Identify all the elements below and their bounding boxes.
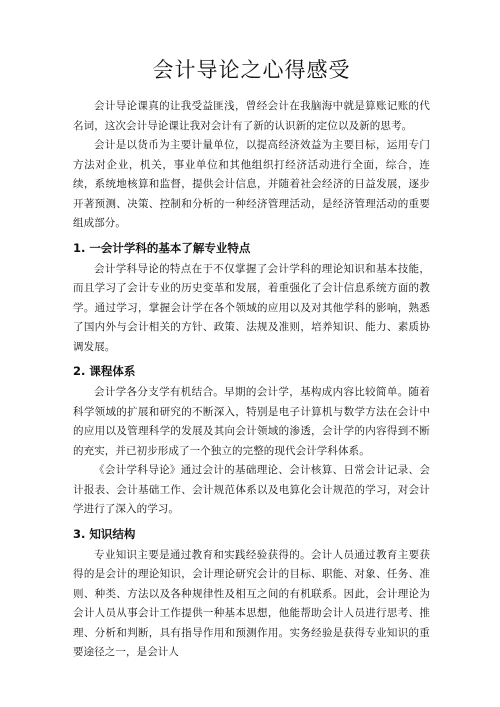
section-paragraph: 会计学各分支学有机结合。早期的会计学，基构成内容比较简单。随着科学领域的扩展和研究的不断深入，特别是电子计算机与数学方法在会计中的应用以及管理科学的发展及其向会计领域的渗透，会计学的内容得到不断的充实，并已初步形成了一个独立的完整的现代会计学科体系。 (73, 386, 430, 457)
page-title: 会计导论之心得感受 (152, 58, 351, 82)
intro-paragraph: 会计是以货币为主要计量单位，以提高经济效益为主要目标，运用专门方法对企业，机关，事业单位和其他组织打经济活动进行全面，综合，连续，系统地核算和监督，提供会计信息，并随着社会经济的日益发展，逐步开著预测、决策、控制和分析的一种经济管理活动，是经济管理活动的重要组成部分。 (73, 139, 430, 229)
intro-paragraph: 会计导论课真的让我受益匪浅，曾经会计在我脑海中就是算账记账的代名词，这次会计导论课让我对会计有了新的认识新的定位以及新的思考。 (73, 100, 430, 132)
section-heading: 1. 一会计学科的基本了解专业特点 (73, 240, 251, 255)
section-paragraph: 《会计学科导论》通过会计的基础理论、会计核算、日常会计记录、会计报表、会计基础工作、会计规范体系以及电算化会计规范的学习，对会计学进行了深入的学习。 (73, 464, 430, 515)
section-paragraph: 专业知识主要是通过教育和实践经验获得的。会计人员通过教育主要获得的是会计的理论知识，会计理论研究会计的目标、职能、对象、任务、准则、种类、方法以及各种规律性及相互之间的有机联系。因此，会计理论为会计人员从事会计工作提供一种基本思想，他能帮助会计人员进行思考、推理、分析和判断，具有指导作用和预测作用。实务经验是获得专业知识的重要途径之一，是会计人 (73, 548, 430, 658)
section-paragraph: 会计学科导论的特点在于不仅掌握了会计学科的理论知识和基本技能，而且学习了会计专业的历史变革和发展，着重强化了会计信息系统方面的教学。通过学习，掌握会计学在各个领域的应用以及对其他学科的影响，熟悉了国内外与会计相关的方针、政策、法规及准则，培养知识、能力、素质协调发展。 (73, 262, 430, 353)
section-heading: 2. 课程体系 (73, 364, 136, 378)
section-heading: 3. 知识结构 (73, 526, 136, 541)
document-body (73, 97, 430, 663)
